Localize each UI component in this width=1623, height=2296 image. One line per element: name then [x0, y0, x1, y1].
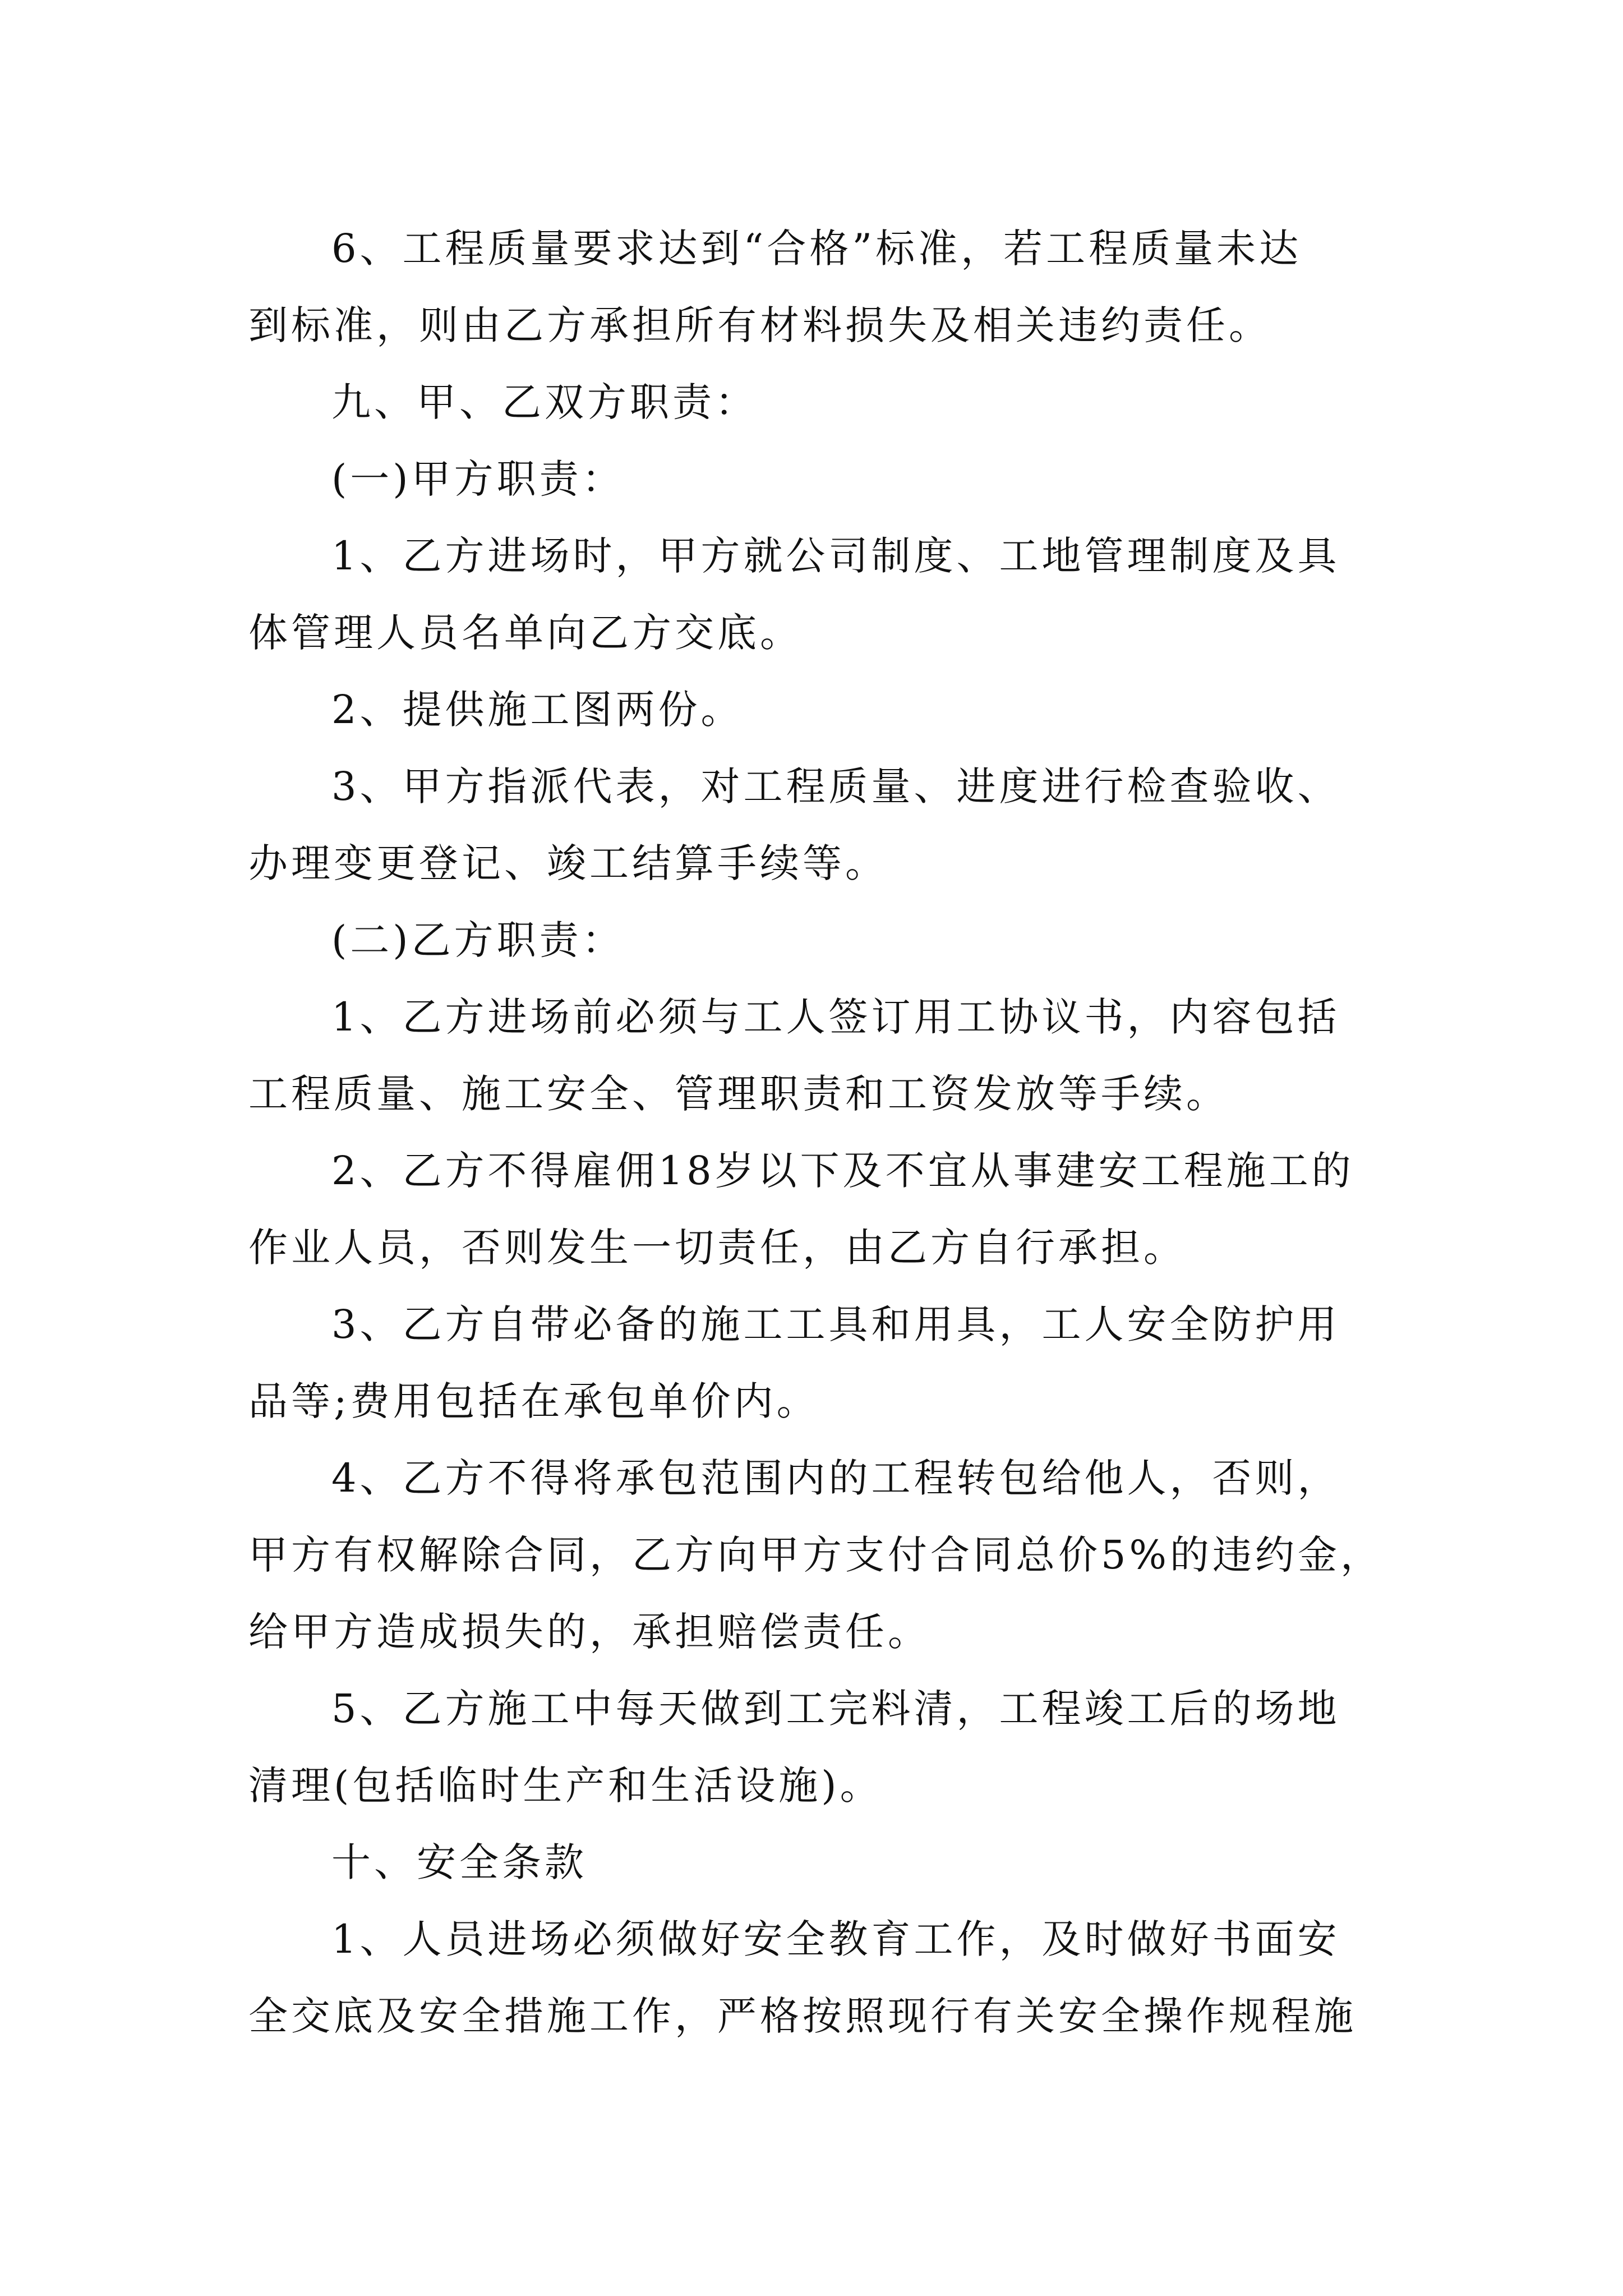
- text-line: 3、乙方自带必备的施工工具和用具，工人安全防护用: [331, 1301, 1340, 1347]
- text-line: 到标准，则由乙方承担所有材料损失及相关违约责任。: [248, 302, 1271, 348]
- text-line: 5、乙方施工中每天做到工完料清，工程竣工后的场地: [331, 1686, 1340, 1732]
- subsection-heading: (一)甲方职责：: [331, 456, 625, 502]
- text-line: 2、乙方不得雇佣18岁以下及不宜从事建安工程施工的: [331, 1148, 1354, 1194]
- text-line: 1、乙方进场时，甲方就公司制度、工地管理制度及具: [331, 533, 1340, 579]
- text-line: 1、人员进场必须做好安全教育工作，及时做好书面安: [331, 1916, 1340, 1962]
- text-line: 给甲方造成损失的，承担赔偿责任。: [248, 1609, 930, 1655]
- text-line: 体管理人员名单向乙方交底。: [248, 610, 803, 656]
- text-line: 全交底及安全措施工作，严格按照现行有关安全操作规程施: [248, 1993, 1357, 2039]
- text-line: 6、工程质量要求达到“合格”标准，若工程质量未达: [331, 226, 1302, 272]
- section-heading: 十、安全条款: [331, 1839, 587, 1885]
- section-heading: 九、甲、乙双方职责：: [331, 379, 758, 425]
- text-line: 办理变更登记、竣工结算手续等。: [248, 840, 888, 886]
- text-line: 品等;费用包括在承包单价内。: [248, 1378, 819, 1424]
- text-line: 清理(包括临时生产和生活设施)。: [248, 1763, 883, 1809]
- text-line: 1、乙方进场前必须与工人签订用工协议书，内容包括: [331, 994, 1340, 1040]
- subsection-heading: (二)乙方职责：: [331, 917, 625, 963]
- text-line: 4、乙方不得将承包范围内的工程转包给他人，否则，: [331, 1455, 1340, 1501]
- document-body: [248, 210, 1393, 2055]
- text-line: 工程质量、施工安全、管理职责和工资发放等手续。: [248, 1071, 1229, 1117]
- text-line: 作业人员，否则发生一切责任，由乙方自行承担。: [248, 1225, 1186, 1271]
- text-line: 2、提供施工图两份。: [331, 687, 744, 733]
- text-line: 甲方有权解除合同，乙方向甲方支付合同总价5%的违约金，: [248, 1532, 1384, 1578]
- text-line: 3、甲方指派代表，对工程质量、进度进行检查验收、: [331, 763, 1340, 809]
